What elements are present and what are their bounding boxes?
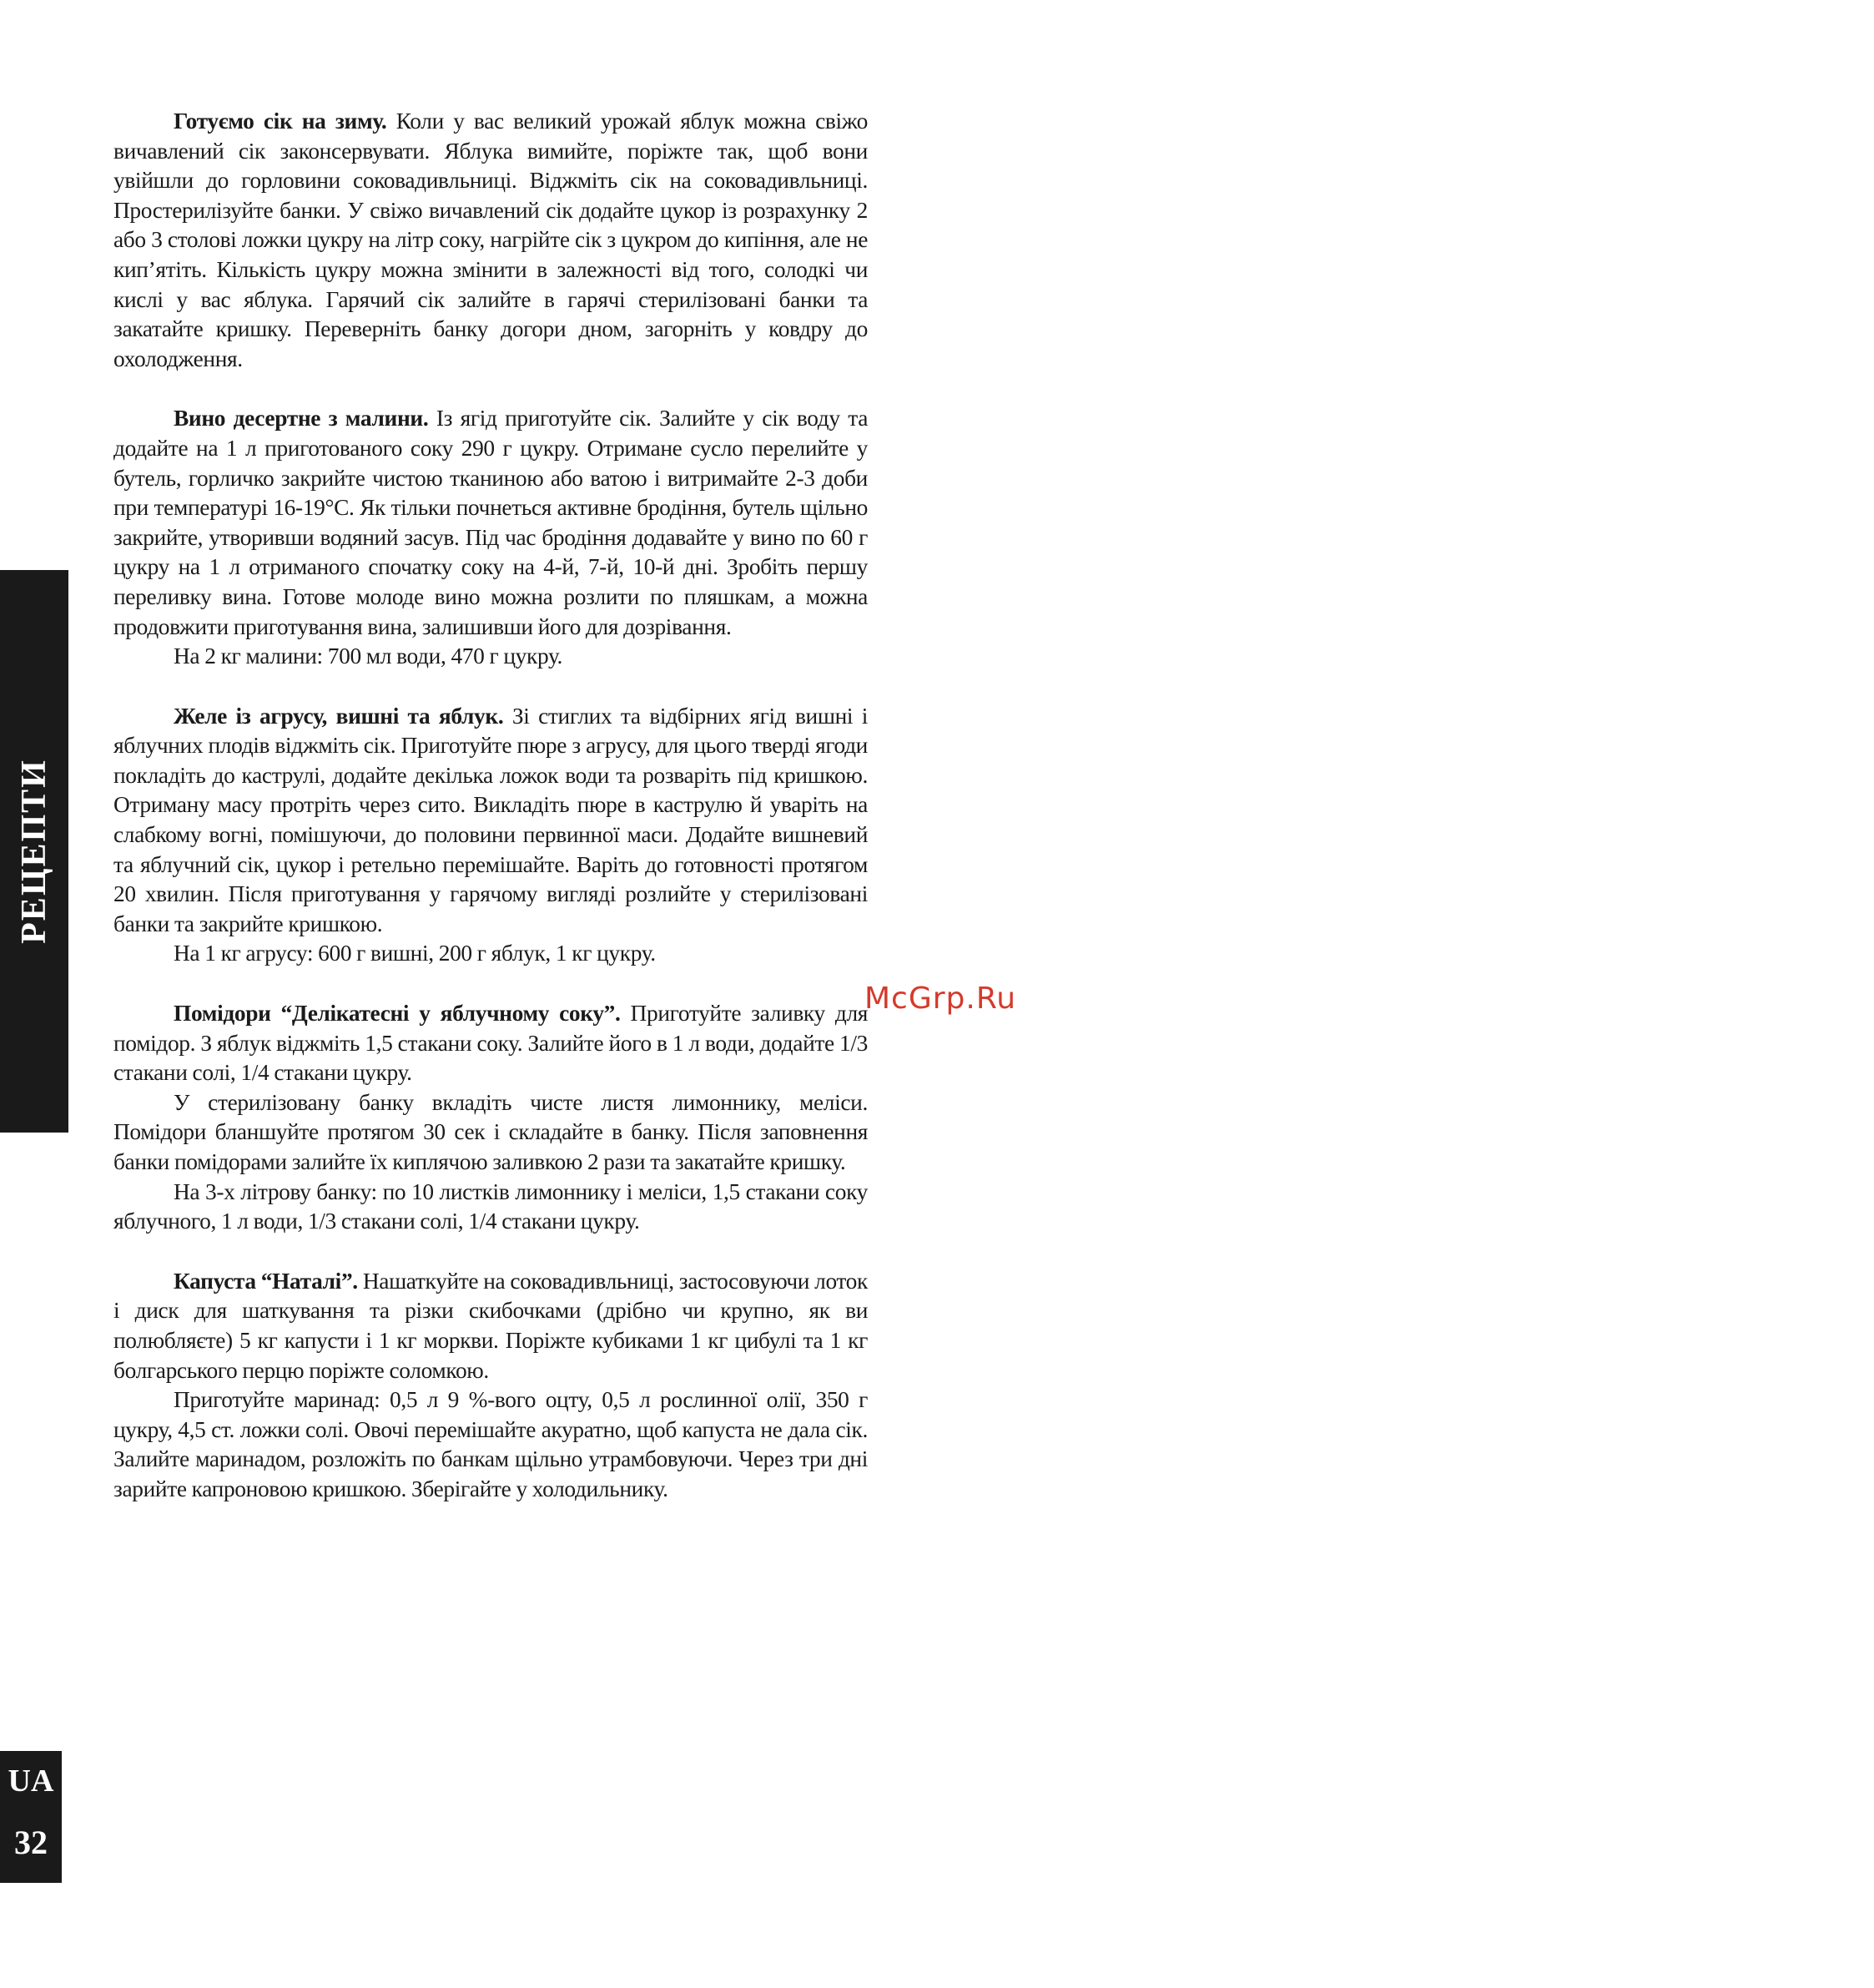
recipe-text: Нашаткуйте на соковадивльниці, застосовуючи лоток і диск для шаткування та різки скибочками (дрібно чи крупно, як ви полюбляєте) 5 кг капусти і 1 кг моркви. Поріжте кубиками 1 кг цибулі та 1 кг болгарського перцю поріжте соломкою. (113, 1268, 868, 1383)
recipe-paragraph (113, 702, 868, 940)
recipe-cabbage (113, 1267, 868, 1505)
recipe-text: Зі стиглих та відбірних ягід вишні і яблучних плодів віджміть сік. Приготуйте пюре з агрусу, для цього тверді ягоди покладіть до каструлі, додайте декілька ложок води та розваріть під кришкою. Отриману масу протріть через сито. Викладіть пюре в каструлю й уваріть на слабкому вогні, помішуючи, до половини первинної маси. Додайте вишневий та яблучний сік, цукор і ретельно перемішайте. Варіть до готовності протягом 20 хвилин. Після приготування у гарячому вигляді розлийте у стерилізовані банки та закрийте кришкою. (113, 703, 868, 936)
recipe-title: Готуємо сік на зиму. (174, 108, 387, 134)
language-page-block (0, 1751, 62, 1883)
recipe-text: Приготуйте заливку для помідор. З яблук віджміть 1,5 стакани соку. Залийте його в 1 л води, додайте 1/3 стакани солі, 1/4 стакани цукру. (113, 1001, 869, 1086)
recipe-ingredients: На 2 кг малини: 700 мл води, 470 г цукру. (174, 643, 563, 669)
recipe-paragraph (113, 999, 868, 1088)
recipe-text: У стерилізовану банку вкладіть чисте листя лимоннику, меліси. Помідори бланшуйте протягом 30 сек і складайте в банку. Після заповнення банки помідорами залийте їх киплячою заливкою 2 рази та закатайте кришку. (113, 1089, 868, 1174)
recipe-paragraph (113, 1267, 868, 1385)
recipe-title: Капуста “Наталі”. (174, 1268, 358, 1294)
section-label: РЕЦЕПТИ (15, 759, 53, 944)
section-side-tab (0, 570, 68, 1133)
recipe-title: Вино десертне з малини. (174, 406, 429, 431)
recipes-column (113, 107, 868, 1535)
recipe-paragraph (113, 404, 868, 642)
page-number: 32 (14, 1824, 48, 1861)
recipe-text: Приготуйте маринад: 0,5 л 9 %-вого оцту, 0,5 л рослинної олії, 350 г цукру, 4,5 ст. ложки солі. Овочі перемішайте акуратно, щоб капуста не дала сік. Залийте маринадом, розложіть по банкам щільно утрамбовуючи. Через три дні зарийте капроновою кришкою. Зберігайте у холодильнику. (113, 1387, 868, 1501)
recipe-ingredients: На 1 кг агрусу: 600 г вишні, 200 г яблук, 1 кг цукру. (174, 941, 656, 966)
recipe-text: Із ягід приготуйте сік. Залийте у сік воду та додайте на 1 л приготованого соку 290 г цукру. Отримане сусло перелийте у бутель, горличко закрийте чистою тканиною або ватою і витримайте 2-3 доби при температурі 16-19°С. Як тільки почнеться активне бродіння, бутель щільно закрийте, утворивши водяний засув. Під час бродіння додавайте у вино по 60 г цукру на 1 л отриманого спочатку соку на 4-й, 7-й, 10-й дні. Зробіть першу переливку вина. Готове молоде вино можна розлити по пляшкам, а можна продовжити приготування вина, залишивши його для дозрівання. (113, 406, 868, 639)
recipe-raspberry-wine (113, 404, 868, 671)
recipe-title: Желе із агрусу, вишні та яблук. (174, 703, 504, 729)
watermark: McGrp.Ru (864, 981, 1017, 1016)
language-code: UA (8, 1763, 54, 1799)
recipe-paragraph (113, 107, 868, 374)
recipe-ingredients: На 3-х літрову банку: по 10 листків лимоннику і меліси, 1,5 стакани соку яблучного, 1 л води, 1/3 стакани солі, 1/4 стакани цукру. (113, 1178, 868, 1234)
recipe-juice (113, 107, 868, 374)
recipe-tomatoes (113, 999, 868, 1237)
recipe-text: Коли у вас великий урожай яблук можна свіжо вичавлений сік законсервувати. Яблука вимийте, поріжте так, щоб вони увійшли до горловини соковадивльниці. Віджміть сік на соковадивльниці. Простерилізуйте банки. У свіжо вичавлений сік додайте цукор із розрахунку 2 або 3 столові ложки цукру на літр соку, нагрійте сік з цукром до кипіння, але не кип’ятіть. Кількість цукру можна змінити в залежності від того, солодкі чи кислі у вас яблука. Гарячий сік залийте в гарячі стерилізовані банки та закатайте кришку. Переверніть банку догори дном, загорніть у ковдру до охолодження. (113, 108, 868, 371)
recipe-title: Помідори “Делікатесні у яблучному соку”. (174, 1001, 621, 1027)
recipe-jelly (113, 702, 868, 969)
